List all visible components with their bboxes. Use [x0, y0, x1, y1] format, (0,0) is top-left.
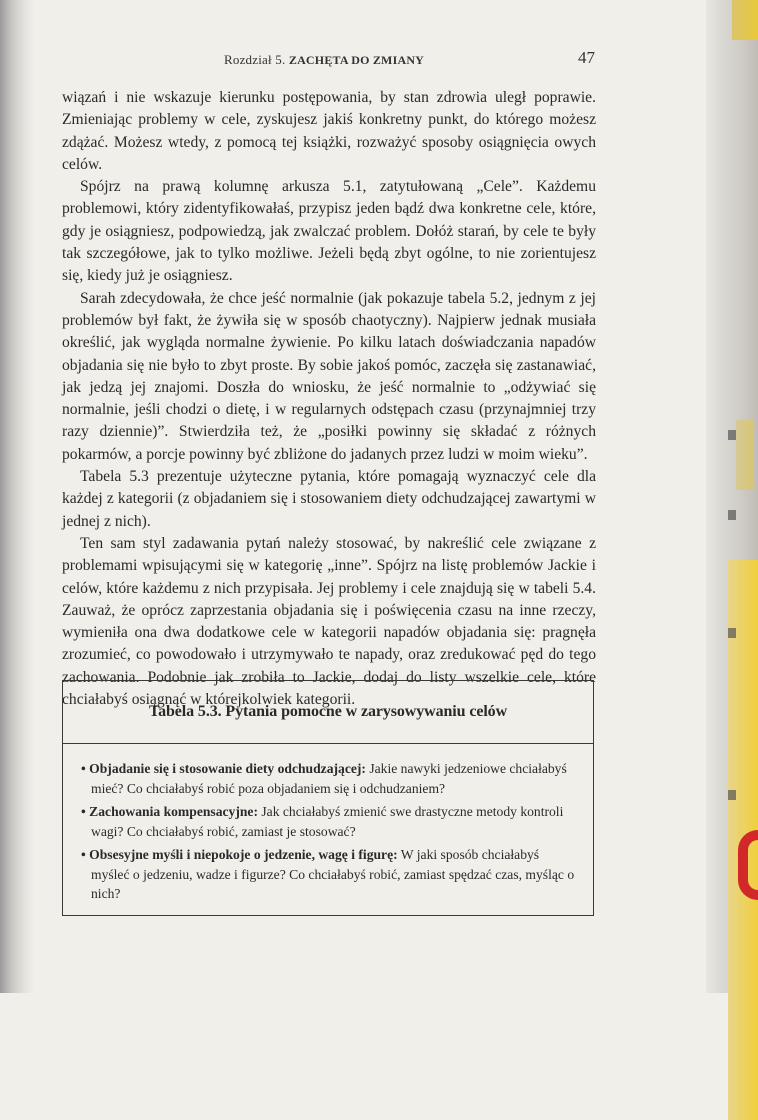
table-5-3 — [62, 680, 594, 916]
item-text: Jak chciałabyś zmienić swe drastyczne metody kontroli wagi? Co chciałabyś robić, zamiast je stosować? — [91, 804, 564, 839]
page-edge-mark — [738, 830, 758, 900]
page-binding-shadow — [0, 0, 34, 993]
chapter-label: Rozdział 5. — [224, 52, 286, 67]
table-divider — [63, 743, 593, 744]
paragraph: Tabela 5.3 prezentuje użyteczne pytania, które pomagają wyznaczyć cele dla każdej z kategorii (z objadaniem się i stosowaniem diety odchudzającej zawartymi w jednej z nich). — [62, 468, 596, 530]
bullet-icon: • — [81, 847, 90, 862]
table-title: Tabela 5.3. Pytania pomocne w zarysowywaniu celów — [148, 703, 508, 720]
bullet-icon: • — [81, 761, 90, 776]
chapter-title: ZACHĘTA DO ZMIANY — [288, 53, 425, 67]
page-edge-tab — [736, 420, 754, 490]
page-edge-mark — [728, 790, 736, 800]
table-items — [81, 759, 579, 908]
paragraph: Spójrz na prawą kolumnę arkusza 5.1, zatytułowaną „Cele”. Każdemu problemowi, który zidentyfikowałaś, przypisz jeden bądź dwa konkretne cele, które, gdy je osiągniesz, podpowiedzą, jak zwalczać problem. Dołóż starań, by cele te były tak szczegółowe, jak to tylko możliwe. Jeżeli będą zbyt ogólne, to nie zorientujesz się, kiedy już je osiągniesz. — [62, 178, 596, 285]
page-edge-mark — [728, 430, 736, 440]
table-list-item — [81, 845, 579, 904]
item-term: Obsesyjne myśli i niepokoje o jedzenie, wagę i figurę: — [89, 847, 398, 862]
item-text: Jakie nawyki jedzeniowe chciałabyś mieć? Co chciałabyś robić poza objadaniem się i odchudzaniem? — [91, 761, 567, 796]
page-edge-mark — [728, 510, 736, 520]
table-list-item — [81, 802, 579, 841]
paragraph: wiązań i nie wskazuje kierunku postępowania, by stan zdrowia uległ poprawie. Zmieniając problemy w cele, zyskujesz jakiś konkretny punkt, do którego możesz zdążać. Możesz wtedy, z pomocą tej książki, rozważyć sposoby osiągnięcia owych celów. — [62, 89, 596, 173]
body-text — [62, 87, 596, 711]
item-term: Objadanie się i stosowanie diety odchudzającej: — [89, 761, 366, 776]
item-text: W jaki sposób chciałabyś myśleć o jedzeniu, wadze i figurze? Co chciałabyś robić, zamiast spędzać czas, myśląc o nich? — [91, 847, 575, 901]
page-number: 47 — [578, 48, 595, 67]
bullet-icon: • — [81, 804, 90, 819]
running-header — [224, 52, 424, 68]
page-edge-mark — [728, 628, 736, 638]
page-edge-tab — [732, 0, 758, 40]
item-term: Zachowania kompensacyjne: — [89, 804, 258, 819]
table-list-item — [81, 759, 579, 798]
paragraph: Ten sam styl zadawania pytań należy stosować, by nakreślić cele związane z problemami wpisującymi się w kategorię „inne”. Spójrz na listę problemów Jackie i celów, które każdemu z nich przypisała. Jej problemy i cele znajdują się w tabeli 5.4. Zauważ, że oprócz zaprzestania objadania się i poświęcenia czasu na inne rzeczy, wymieniła ona dwa dodatkowe cele w kategorii napadów objadania się: pragnęła zrozumieć, co powodowało i utrzymywało te napady, oraz zredukować pęd do tego zachowania. Podobnie jak zrobiła to Jackie, dodaj do listy wszelkie cele, które chciałabyś osiągnąć w którejkolwiek kategorii. — [62, 534, 596, 709]
paragraph: Sarah zdecydowała, że chce jeść normalnie (jak pokazuje tabela 5.2, jednym z jej problemów był fakt, że żywiła się w sposób chaotyczny). Najpierw jednak musiała określić, jak wygląda normalne żywienie. Po kilku latach doświadczania napadów objadania się nie było to zbyt proste. By sobie jakoś pomóc, zaczęła się zastanawiać, jak jedzą jej znajomi. Doszła do wniosku, że jeść normalnie to „odżywiać się normalnie, jeśli chodzi o dietę, i w regularnych odstępach czasu (przynajmniej trzy razy dziennie)”. Stwierdziła też, że „posiłki powinny się składać z różnych pokarmów, a porcje powinny być zbliżone do jadanych przez ludzi w moim wieku”. — [62, 289, 596, 463]
